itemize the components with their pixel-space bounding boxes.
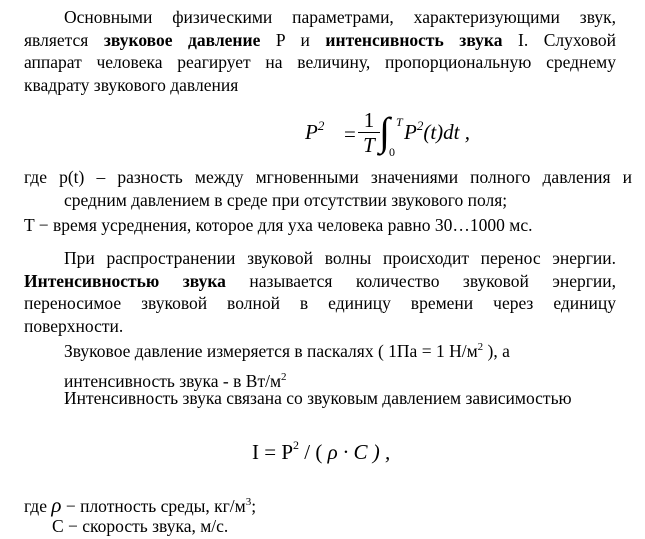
definition-pt	[24, 166, 632, 211]
intensity-line-3: переносимое звуковой волной в единицу времени через единицу	[24, 293, 616, 313]
integral-sign-icon: ∫	[379, 109, 390, 154]
paragraph-units	[64, 336, 624, 393]
definition-pt-line-2: средним давлением в среде при отсутствии звукового поля;	[64, 189, 508, 210]
definition-t: T − время усреднения, которое для уха человека равно 30…1000 мс.	[24, 215, 533, 235]
intro-line-2: является звуковое давление P и интенсивность звука I. Слуховой	[24, 29, 617, 50]
rho-symbol-def: ρ	[51, 492, 62, 517]
intensity-line-1: При распространении звуковой волны происходит перенос энергии.	[64, 248, 616, 268]
units-line-2: интенсивность звука - в $Вт/м^2$	[64, 371, 287, 392]
rho-symbol: ρ	[327, 440, 338, 464]
units-line-1: Звуковое давление измеряется в паскалях ( 1Па = 1 $Н/м^2$ ), а	[64, 340, 510, 361]
formula1-lhs: $P^2$	[305, 118, 325, 144]
intro-line-4: квадрату звукового давления	[24, 74, 239, 95]
definition-rho: где ρ − плотность среды, $кг/м^3$;	[24, 492, 257, 517]
formula1-equals: =	[344, 122, 356, 146]
definition-c: С − скорость звука, м/с.	[52, 516, 229, 536]
formula-intensity: $I = P^2$ / ( ρ · C ) ,	[252, 438, 391, 464]
paragraph-intensity	[24, 247, 616, 337]
formula1-integrand: $P^2(t)dt$ ,	[404, 118, 470, 144]
formula1-fraction: 1 T	[357, 108, 381, 157]
definition-pt-line-1: где p(t) – разность между мгновенными значениями полного давления и	[24, 167, 632, 187]
paragraph-intro	[24, 6, 616, 96]
integral-upper-limit: T	[396, 115, 403, 129]
intensity-line-4: поверхности.	[24, 315, 124, 336]
term-intensity: Интенсивностью звука	[24, 270, 226, 291]
paragraph-relation: Интенсивность звука связана со звуковым давлением зависимостью	[64, 388, 572, 408]
term-sound-pressure: звуковое давление	[103, 29, 261, 50]
intensity-line-2: Интенсивностью звука называется количество звуковой энергии,	[24, 270, 616, 291]
intro-line-3: аппарат человека реагирует на величину, пропорциональную среднему	[24, 52, 616, 72]
intro-line-1: Основными физическими параметрами, характеризующими звук,	[64, 7, 616, 27]
term-sound-intensity: интенсивность звука	[325, 29, 503, 50]
integral-lower-limit: 0	[389, 145, 395, 159]
